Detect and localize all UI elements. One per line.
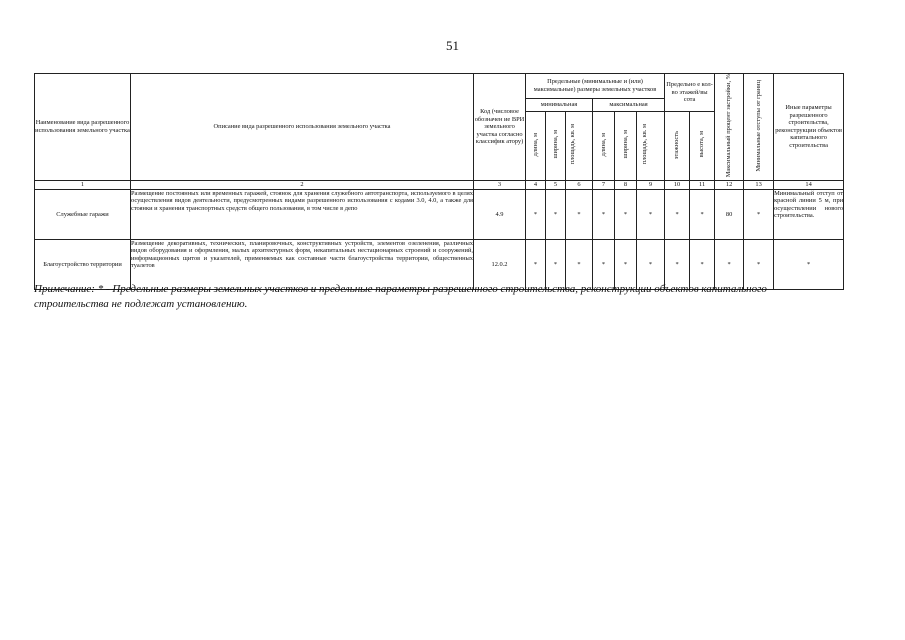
row-value: *	[526, 239, 546, 289]
row-value: *	[665, 239, 690, 289]
header-max-percent-label: Максимальный процент застройки, %	[725, 74, 733, 178]
header-max-area-label: площадь, кв. м	[640, 124, 648, 165]
row-code: 4.9	[474, 189, 526, 239]
column-number: 12	[715, 180, 744, 189]
header-name: Наименование вида разрешенного использования земельного участка	[35, 74, 131, 181]
header-sizes-group: Предельные (минимальные и (или) максимальные) размеры земельных участков	[526, 74, 665, 99]
column-number: 6	[566, 180, 593, 189]
column-number: 2	[131, 180, 474, 189]
header-max-area	[637, 111, 665, 180]
header-min-area-label: площадь, кв. м	[569, 124, 576, 165]
row-value: *	[546, 189, 566, 239]
row-value: *	[665, 189, 690, 239]
header-max-width	[615, 111, 637, 180]
header-max-width-label: ширина, м	[621, 130, 629, 159]
header-height-label: высота, м	[698, 131, 706, 158]
header-other: Иные параметры разрешенного строительства, реконструкции объектов капитального строительства	[774, 74, 844, 181]
row-other: Минимальный отступ от красной линии 5 м, при осуществлении нового строительства.	[774, 189, 844, 239]
header-min-length-label: длина, м	[531, 132, 539, 157]
header-min-width	[546, 111, 566, 180]
row-value: *	[715, 239, 744, 289]
row-value: *	[637, 189, 665, 239]
column-number: 14	[774, 180, 844, 189]
row-value: *	[690, 239, 715, 289]
column-number-row	[35, 180, 844, 189]
header-code: Код (числовое обозначен ие ВРИ земельного участка согласно классифик атору)	[474, 74, 526, 181]
column-number: 7	[593, 180, 615, 189]
footnote: Примечание: * - Предельные размеры земельных участков и предельные параметры разрешенного строительства, реконструкции объектов капитального строительства не подлежат установлению.	[34, 283, 767, 310]
column-number: 3	[474, 180, 526, 189]
column-number: 11	[690, 180, 715, 189]
column-number: 5	[546, 180, 566, 189]
header-min-width-label: ширина, м	[551, 130, 559, 159]
row-description: Размещение постоянных или временных гаражей, стоянок для хранения служебного автотранспорта, используемого в целях осуществления видов деятельности, предусмотренных видами разрешенного использования с кодами 3.0, 4.0, а также для стоянки и хранения транспортных средств общего пользования, в том числе в депо	[131, 189, 474, 239]
column-number: 1	[35, 180, 131, 189]
row-value: *	[546, 239, 566, 289]
land-use-table	[34, 73, 844, 290]
row-value: *	[690, 189, 715, 239]
column-number: 9	[637, 180, 665, 189]
row-value: *	[566, 239, 593, 289]
row-description: Размещение декоративных, технических, планировочных, конструктивных устройств, элементов озеленения, различных видов оборудования и оформления, малых архитектурных форм, некапитальных нестационарных строений и сооружений, информационных щитов и указателей, применяемых как составные части благоустройства территории, общественных туалетов	[131, 239, 474, 289]
row-value: *	[566, 189, 593, 239]
header-floors	[665, 111, 690, 180]
header-description: Описание вида разрешенного использования земельного участка	[131, 74, 474, 181]
row-value: *	[593, 239, 615, 289]
row-code: 12.0.2	[474, 239, 526, 289]
header-max-length-label: длина, м	[599, 132, 607, 157]
row-value: *	[615, 189, 637, 239]
column-number: 4	[526, 180, 546, 189]
header-max-percent	[715, 74, 744, 181]
column-number: 10	[665, 180, 690, 189]
row-other: *	[774, 239, 844, 289]
row-value: *	[744, 239, 774, 289]
header-height	[690, 111, 715, 180]
header-floors-group: Предельно е кол-во этажей/вы сота	[665, 74, 715, 112]
row-value: 80	[715, 189, 744, 239]
row-value: *	[593, 189, 615, 239]
row-value: *	[526, 189, 546, 239]
header-min-group: минимальная	[526, 98, 593, 111]
column-number: 13	[744, 180, 774, 189]
row-name: Благоустройство территории	[35, 239, 131, 289]
header-min-indent	[744, 74, 774, 181]
row-value: *	[615, 239, 637, 289]
header-max-group: максимальная	[593, 98, 665, 111]
row-value: *	[744, 189, 774, 239]
page-number: 51	[446, 38, 459, 53]
header-min-area	[566, 111, 593, 180]
header-floors-label: этажность	[673, 130, 681, 159]
row-value: *	[637, 239, 665, 289]
header-min-indent-label: Минимальные отступы от границ	[754, 79, 762, 172]
row-name: Служебные гаражи	[35, 189, 131, 239]
header-max-length	[593, 111, 615, 180]
column-number: 8	[615, 180, 637, 189]
header-min-length	[526, 111, 546, 180]
table-row	[35, 189, 844, 239]
